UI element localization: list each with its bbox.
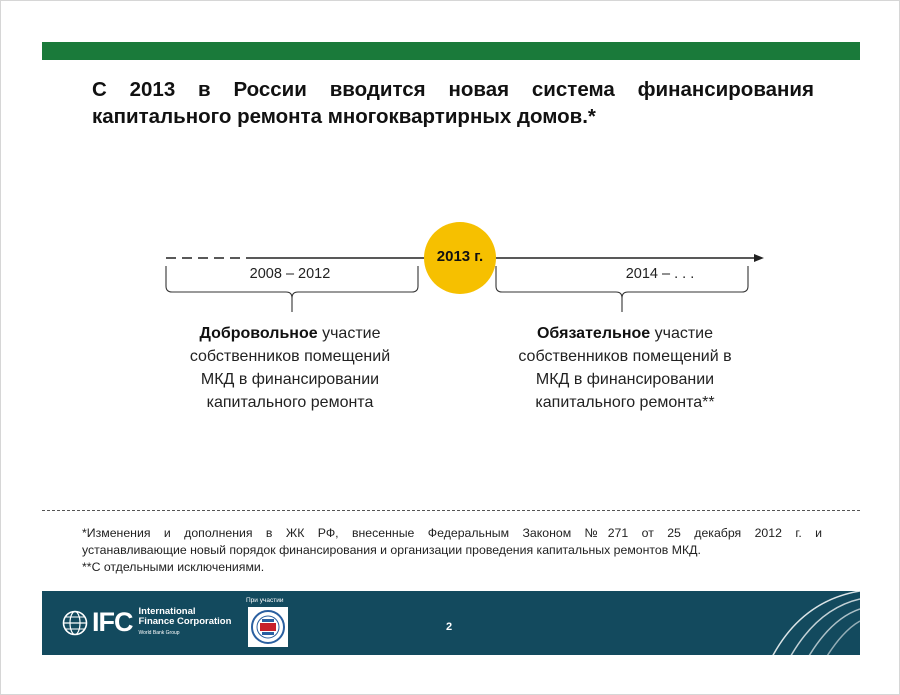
voluntary-bold: Добровольное <box>199 325 318 342</box>
mandatory-bold: Обязательное <box>536 325 651 342</box>
footnotes <box>82 525 822 576</box>
year-label: 2013 г. <box>436 248 484 265</box>
footnote-line-1: *Изменения и дополнения в ЖК РФ, внесенные Федеральным Законом №271 от 25 декабря 2012 г. и <box>82 526 822 540</box>
ifc-name: International Finance Corporation World Bank Group <box>138 606 232 636</box>
globe-icon <box>62 610 88 636</box>
timeline-arrow-head <box>754 254 764 262</box>
partner-seal-icon <box>248 607 288 647</box>
footer-swoosh-decoration <box>750 591 860 655</box>
page-number: 2 <box>446 621 453 633</box>
footnote-separator <box>42 510 860 511</box>
footer-bar <box>42 591 860 655</box>
title-line-1: С 2013 в России вводится новая система финансирования <box>92 78 814 101</box>
mandatory-participation-text: Обязательное участие собственников помещений в МКД в финансировании капитального ремонта** <box>518 325 732 411</box>
footnote-line-2: устанавливающие новый порядок финансирования и организации проведения капитальных ремонтов МКД. <box>82 543 701 557</box>
partner-logo <box>248 607 288 647</box>
ifc-logo <box>62 607 231 638</box>
voluntary-participation-text: Добровольное участие собственников помещений МКД в финансировании капитального ремонта <box>189 325 391 411</box>
footnote-line-3: **С отдельными исключениями. <box>82 560 265 574</box>
title-line-2: капитального ремонта многоквартирных домов.* <box>92 105 596 128</box>
ifc-letters: IFC <box>92 607 133 637</box>
year-2013-circle <box>424 222 496 294</box>
right-period-label: 2014 – . . . <box>625 266 695 282</box>
partner-label: При участии <box>246 597 284 604</box>
left-period-label: 2008 – 2012 <box>249 266 331 282</box>
